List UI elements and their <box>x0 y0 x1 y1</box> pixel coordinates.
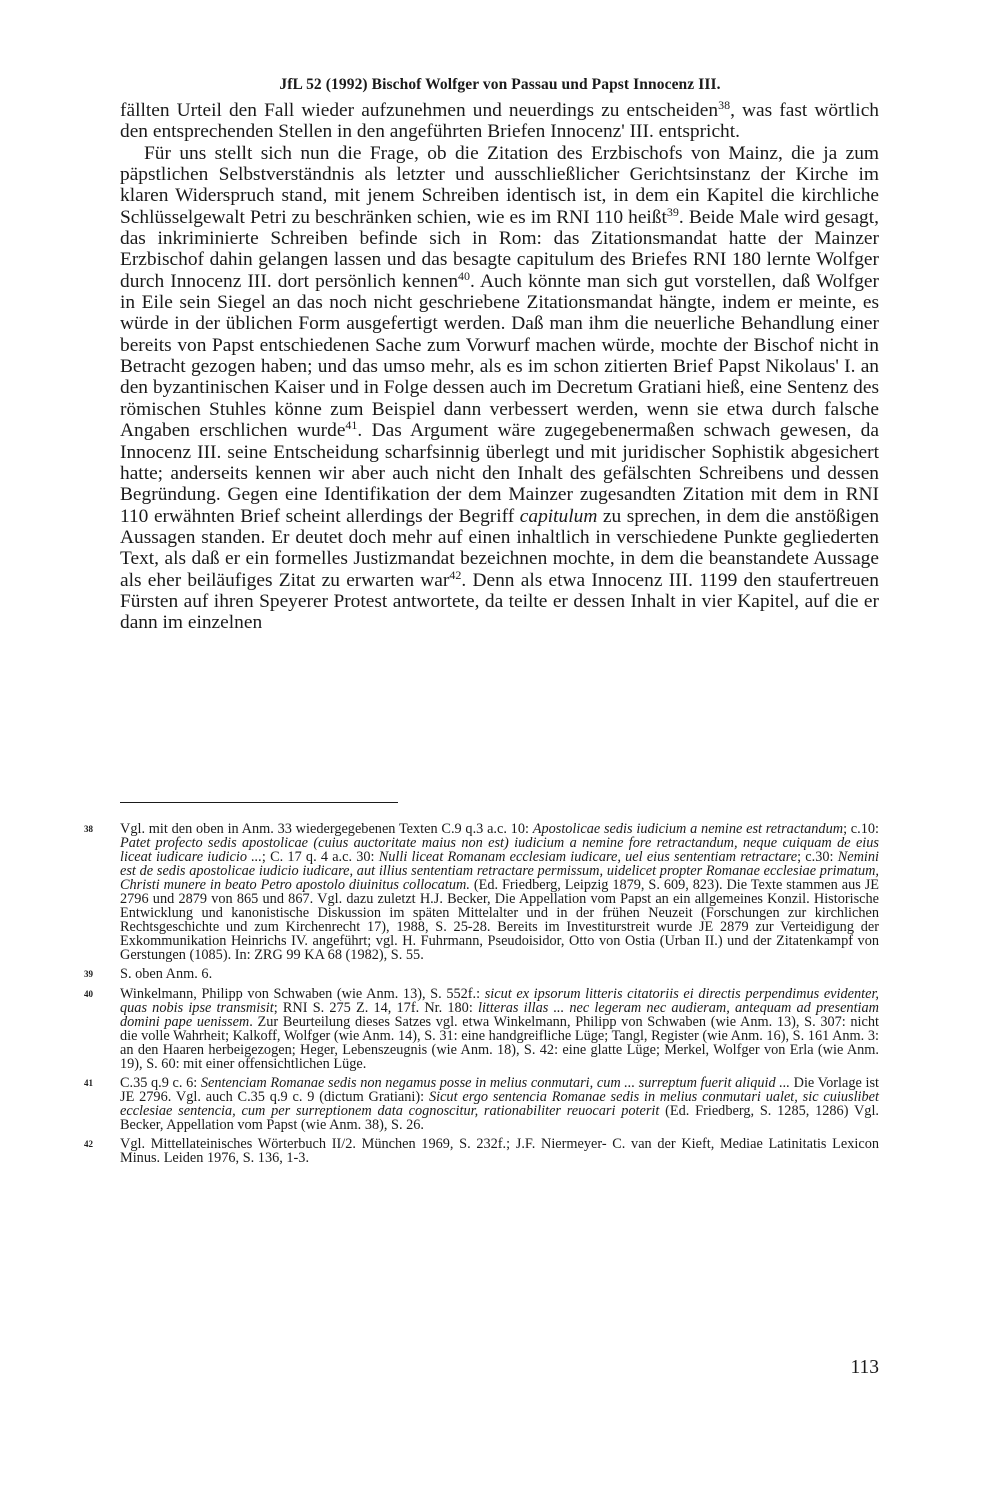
text-run: . Das Argument wäre zugegebenermaßen schwach gewesen, da Innocenz III. seine Entscheidung scharfsinnig überlegt und mit juridischer Sophistik abgesichert hatte; anderseits kennen wir aber auch nicht den Inhalt des gefälschten Schreibens und dessen Begründung. Gegen eine Identifikation der dem Mainzer zugesandten Zitation mit dem in RNI 110 erwähnten Brief scheint allerdings der Begriff <box>120 420 879 527</box>
footnote-text <box>120 1137 879 1165</box>
footnote-number: 40 <box>84 988 93 999</box>
latin-quote: sicut ex ipsorum litteris citatoriis ei directis perpendimus evidenter, quas nobis ipse transmisit <box>120 985 880 1016</box>
latin-quote: Nemini est de sedis apostolicae iudicio iudicare, aut illius sententiam retractare permissum, uidelicet propter Romanae ecclesiae primatum, Christi munere in beato Petro apostolo diuinitus collocatum. <box>120 849 879 894</box>
text-run: ; C. 17 q. 4 a.c. 30: <box>261 849 379 866</box>
latin-quote: Sentenciam Romanae sedis non negamus posse in melius conmutari, cum ... surreptum fuerit aliquid ... <box>200 1074 790 1091</box>
footnote-number: 42 <box>84 1138 93 1149</box>
paragraph-1 <box>120 100 879 143</box>
text-run: zu sprechen, in dem die anstößigen Aussagen standen. Er deutet doch mehr auf einen inhaltlich in verschiedene Punkte gegliederten Text, als daß er ein formelles Justizmandat bezeichnen mochte, in dem die beanstandete Aussage als eher beiläufiges Zitat zu erwarten war <box>120 505 880 591</box>
footnote-38 <box>84 822 879 962</box>
running-head: JfL 52 (1992) Bischof Wolfger von Passau und Papst Innocenz III. <box>279 76 721 93</box>
text-run: ; RNI S. 275 Z. 14, 17f. Nr. 180: <box>273 999 478 1016</box>
text-run: Winkelmann, Philipp von Schwaben (wie Anm. 13), S. 552f.: <box>120 985 485 1002</box>
footnote-number: 41 <box>84 1077 93 1088</box>
footnote-42 <box>84 1137 879 1165</box>
footnote-text <box>120 822 879 962</box>
footnote-text <box>120 987 879 1071</box>
footnote-divider <box>120 802 398 803</box>
footnote-41 <box>84 1076 879 1132</box>
text-run: (Ed. Friedberg, S. 1285, 1286) Vgl. Becker, Appellation vom Papst (wie Anm. 38), S. 26. <box>120 1102 879 1133</box>
latin-quote: litteras illas ... nec legeram nec audieram, antequam ad presentiam domini pape uenissem <box>120 999 879 1030</box>
footnote-text <box>120 1076 879 1132</box>
latin-quote: Sicut ergo sentencia Romanae sedis in melius conmutari ualet, sic cuiuslibet ecclesiae sentencia, cum per surreptionem data cognoscitur, rationabiliter reuocari poterit <box>120 1088 879 1119</box>
text-run: (Ed. Friedberg, Leipzig 1879, S. 609, 823). Die Texte stammen aus JE 2796 und 2879 von 865 und 867. Vgl. dazu zuletzt H.J. Becker, Die Appellation vom Papst an ein allgemeines Konzil. Historische Entwicklung und kanonistische Diskussion im späten Mittelalter und in der frühen Neuzeit (Forschungen zur kirchlichen Rechtsgeschichte und zum Kirchenrecht 17), 1988, S. 25-28. Bereits im Investiturstreit wurde JE 2879 zur Verteidigung der Exkommunikation Heinrichs IV. angeführt; vgl. H. Fuhrmann, Pseudoisidor, Otto von Ostia (Urban II.) und der Zitatenkampf von Gerstungen (1085). In: ZRG 99 KA 68 (1982), S. 55. <box>120 877 879 964</box>
text-run: Vgl. mit den oben in Anm. 33 wiedergegebenen Texten C.9 q.3 a.c. 10: <box>120 821 533 837</box>
footnote-ref-39[interactable]: 39 <box>666 204 679 219</box>
footnote-ref-40[interactable]: 40 <box>458 268 471 283</box>
footnote-40 <box>84 987 879 1071</box>
footnote-number: 38 <box>84 824 93 834</box>
text-run: Vgl. Mittellateinisches Wörterbuch II/2. München 1969, S. 232f.; J.F. Niermeyer- C. van der Kieft, Mediae Latinitatis Lexicon Minus. Leiden 1976, S. 136, 1-3. <box>120 1135 879 1167</box>
page-number: 113 <box>850 1357 879 1378</box>
text-run: . Beide Male wird gesagt, das inkriminierte Schreiben befinde sich in Rom: das Zitationsmandat hatte der Mainzer Erzbischof dahin gelangen lassen und das besagte capitulum des Briefes RNI 180 lernte Wolfger durch Innocenz III. dort persönlich kennen <box>120 206 879 292</box>
paragraph-2 <box>120 143 879 634</box>
text-run: S. oben Anm. 6. <box>120 966 213 983</box>
footnote-ref-42[interactable]: 42 <box>449 567 462 582</box>
footnote-39 <box>84 967 879 981</box>
text-run: ; c.10: <box>843 821 879 837</box>
footnotes <box>84 822 879 1170</box>
text-run: , was fast wörtlich den entsprechenden Stellen in den angeführten Briefen Innocenz' III. entspricht. <box>120 100 879 143</box>
footnote-number: 39 <box>84 969 93 980</box>
text-run: Für uns stellt sich nun die Frage, ob die Zitation des Erzbischofs von Mainz, die ja zum päpstlichen Selbstverständnis als letzter und ausschließlicher Gerichtsinstanz der Kirche im klaren Widerspruch stand, mit jenem Schreiben identisch ist, in dem ein Kapitel die kirchliche Schlüsselgewalt Petri zu beschränken schien, wie es im RNI 110 heißt <box>120 142 879 228</box>
latin-quote: Nulli liceat Romanam ecclesiam iudicare, uel eius sententiam retractare <box>378 849 798 866</box>
text-run: . Zur Beurteilung dieses Satzes vgl. etwa Winkelmann, Philipp von Schwaben (wie Anm. 13), S. 307: nicht die volle Wahrheit; Kalkoff, Wolfger (wie Anm. 14), S. 31: eine handgreifliche Lüge; Tangl, Register (wie Anm. 16), S. 161 Anm. 3: an den Haaren herbeigezogen; Heger, Lebenszeugnis (wie Anm. 18), S. 42: eine glatte Lüge; Merkel, Wolfger von Erla (wie Anm. 19), S. 60: mit einer offensichtlichen Lüge. <box>120 1013 879 1072</box>
latin-quote: Patet profecto sedis apostolicae (cuius auctoritate maius non est) iudicium a nemine fore retractandum, neque cuiquam de eius liceat iudicare iudicio ... <box>120 835 879 866</box>
text-run: Die Vorlage ist JE 2796. Vgl. auch C.35 q.9 c. 9 (dictum Gratiani): <box>120 1074 879 1105</box>
italic-term: capitulum <box>519 505 598 527</box>
text-run: ; c.30: <box>797 849 838 866</box>
body-text <box>120 100 879 634</box>
latin-quote: Apostolicae sedis iudicium a nemine est retractandum <box>532 821 844 837</box>
footnote-ref-41[interactable]: 41 <box>345 418 358 433</box>
footnote-ref-38[interactable]: 38 <box>718 98 731 112</box>
footnote-text <box>120 967 879 981</box>
text-run: fällten Urteil den Fall wieder aufzunehmen und neuerdings zu entscheiden <box>120 100 719 121</box>
text-run: . Auch könnte man sich gut vorstellen, daß Wolfger in Eile sein Siegel an das noch nicht geschriebene Zitationsmandat hängte, indem er meinte, es würde in der üblichen Form ausgefertigt werden. Daß man ihm die neuerliche Behandlung einer bereits von Papst entschiedenen Sache zum Vorwurf machen würde, mochte der Bischof nicht in Betracht gezogen haben; und das umso mehr, als es im schon zitierten Brief Papst Nikolaus' I. an den byzantinischen Kaiser und in Folge dessen auch im Decretum Gratiani hieß, eine Sentenz des römischen Stuhles könne zum Beispiel dann verbessert werden, wenn sie etwa durch falsche Angaben erschlichen wurde <box>120 270 879 442</box>
text-run: . Denn als etwa Innocenz III. 1199 den staufertreuen Fürsten auf ihren Speyerer Protest antwortete, da teilte er dessen Inhalt in vier Kapitel, auf die er dann im einzelnen <box>120 569 879 634</box>
text-run: C.35 q.9 c. 6: <box>120 1074 201 1091</box>
